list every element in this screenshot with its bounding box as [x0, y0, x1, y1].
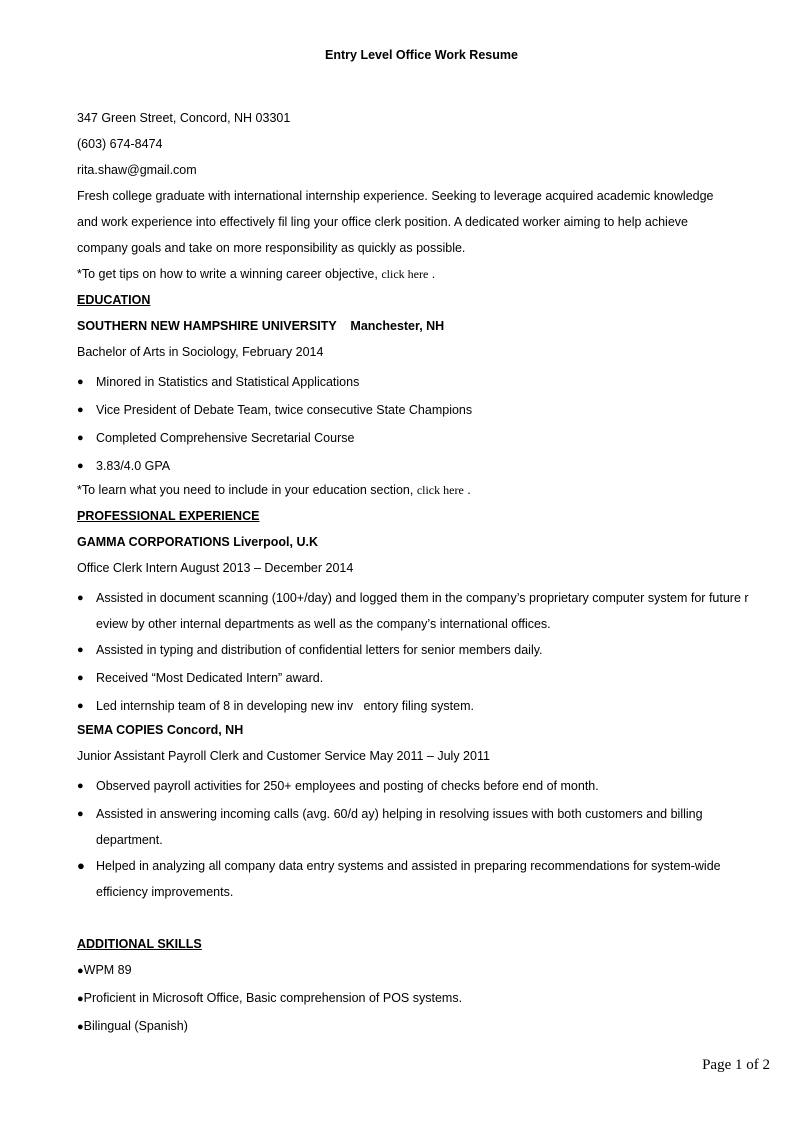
page-number: Page 1 of 2 — [702, 1057, 770, 1073]
education-tip-link[interactable]: click here — [416, 483, 464, 497]
list-item — [77, 853, 757, 905]
objective-line-3: company goals and take on more responsibility as quickly as possible. — [77, 241, 466, 255]
job-role: Office Clerk Intern August 2013 – December 2014 — [77, 561, 354, 575]
bullet-icon: ● — [77, 644, 84, 656]
bullet-icon: ● — [77, 672, 84, 684]
list-item-text: Assisted in typing and distribution of confidential letters for senior members daily. — [96, 643, 543, 657]
education-tip — [77, 481, 757, 507]
bullet-icon: ● — [77, 432, 84, 444]
page-title: Entry Level Office Work Resume — [325, 48, 518, 62]
contact-address: 347 Green Street, Concord, NH 03301 — [77, 111, 291, 125]
list-item-text: Assisted in answering incoming calls (avg. 60/d ay) helping in resolving issues with both customers and billing department. — [96, 807, 703, 847]
list-item — [77, 1017, 757, 1045]
objective-line-2: and work experience into effectively fil ling your office clerk position. A dedicated worker aiming to help achieve — [77, 215, 688, 229]
list-item — [77, 425, 757, 451]
bullet-icon: ● — [77, 1021, 84, 1033]
list-item — [77, 801, 757, 853]
education-degree: Bachelor of Arts in Sociology, February 2014 — [77, 345, 324, 359]
contact-phone: (603) 674-8474 — [77, 137, 163, 151]
education-school: SOUTHERN NEW HAMPSHIRE UNIVERSITY Manchester, NH — [77, 319, 445, 333]
bullet-icon: ● — [77, 592, 84, 604]
list-item-text: WPM 89 — [83, 963, 132, 977]
list-item-text: Observed payroll activities for 250+ employees and posting of checks before end of month. — [96, 779, 599, 793]
job-role: Junior Assistant Payroll Clerk and Customer Service May 2011 – July 2011 — [77, 749, 490, 763]
bullet-icon: ● — [77, 404, 84, 416]
list-item — [77, 369, 757, 395]
list-item — [77, 989, 757, 1017]
list-item — [77, 585, 757, 637]
bullet-icon: ● — [77, 460, 84, 472]
bullet-icon: ● — [77, 993, 84, 1005]
list-item-text: Vice President of Debate Team, twice consecutive State Champions — [96, 403, 473, 417]
objective-tip — [77, 265, 757, 291]
objective-line-1: Fresh college graduate with international internship experience. Seeking to leverage acquired academic knowledge — [77, 189, 714, 203]
bullet-icon: ● — [77, 700, 84, 712]
list-item-text: Completed Comprehensive Secretarial Course — [96, 431, 355, 445]
list-item-text: Helped in analyzing all company data entry systems and assisted in preparing recommendations for system-wide efficiency improvements. — [96, 859, 721, 899]
list-item — [77, 961, 757, 989]
education-bullet-list — [77, 369, 757, 479]
list-item — [77, 453, 757, 479]
bullet-icon: ● — [77, 965, 84, 977]
education-tip-text: *To learn what you need to include in your education section, — [77, 483, 417, 497]
section-spacer — [77, 905, 757, 935]
bullet-icon: ● — [77, 858, 85, 873]
education-heading: EDUCATION — [77, 293, 151, 307]
job-company: SEMA COPIES Concord, NH — [77, 723, 244, 737]
resume-body — [77, 109, 757, 1045]
list-item — [77, 665, 757, 691]
job-bullet-list — [77, 585, 757, 719]
skills-list — [77, 961, 757, 1045]
skills-heading: ADDITIONAL SKILLS — [77, 937, 202, 951]
bullet-icon: ● — [77, 376, 84, 388]
list-item — [77, 773, 757, 799]
list-item-text: Received “Most Dedicated Intern” award. — [96, 671, 324, 685]
bullet-icon: ● — [77, 808, 84, 820]
objective-tip-link[interactable]: click here — [381, 267, 429, 281]
list-item — [77, 693, 757, 719]
list-item — [77, 397, 757, 423]
objective-tip-suffix: . — [428, 267, 436, 281]
contact-email[interactable]: rita.shaw@gmail.com — [77, 163, 197, 177]
job-bullet-list — [77, 773, 757, 905]
list-item-text: 3.83/4.0 GPA — [96, 459, 171, 473]
job-company: GAMMA CORPORATIONS Liverpool, U.K — [77, 535, 318, 549]
list-item — [77, 637, 757, 663]
objective-tip-text: *To get tips on how to write a winning career objective, — [77, 267, 382, 281]
list-item-text: Minored in Statistics and Statistical Applications — [96, 375, 360, 389]
list-item-text: Assisted in document scanning (100+/day) and logged them in the company’s proprietary computer system for future r eview by other internal departments as well as the company’s international offices. — [96, 591, 749, 631]
list-item-text: Led internship team of 8 in developing new inv entory filing system. — [96, 699, 474, 713]
experience-heading: PROFESSIONAL EXPERIENCE — [77, 509, 260, 523]
list-item-text: Proficient in Microsoft Office, Basic comprehension of POS systems. — [83, 991, 463, 1005]
bullet-icon: ● — [77, 780, 84, 792]
list-item-text: Bilingual (Spanish) — [83, 1019, 188, 1033]
education-tip-suffix: . — [463, 483, 471, 497]
